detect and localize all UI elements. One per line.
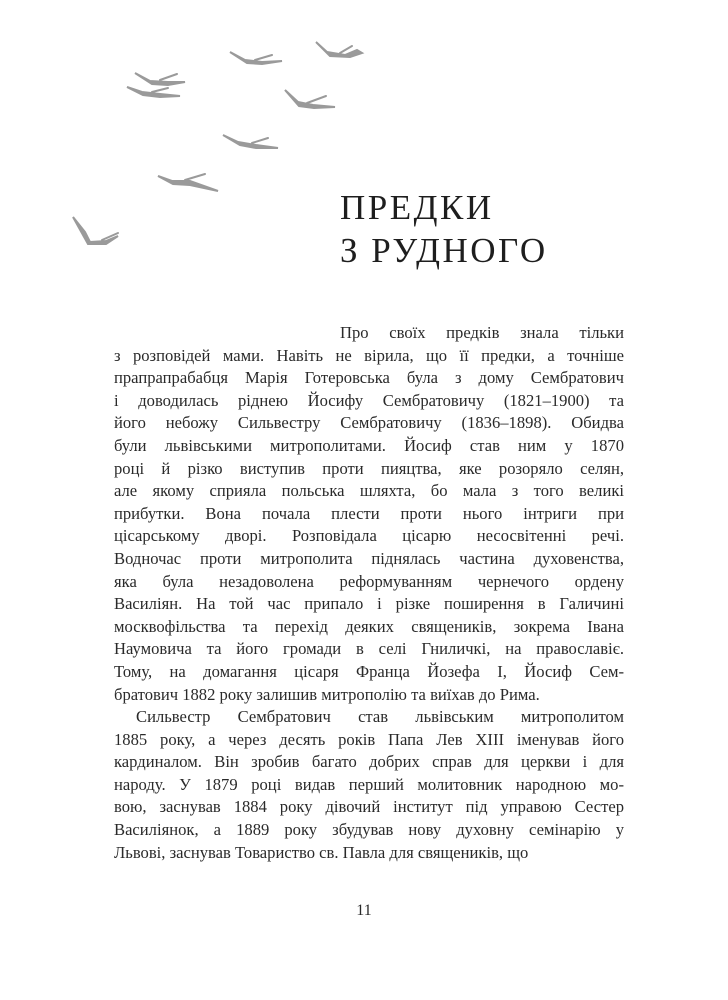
text-line: москвофільства та перехід деяких священиків, зокрема Івана — [114, 616, 624, 636]
text-line: кардиналом. Він зробив багато добрих справ для церкви і для — [114, 752, 624, 772]
text-line: Василіян. На той час припало і різке поширення в Галичині — [114, 594, 624, 614]
page-number: 11 — [356, 902, 372, 919]
text-line: році й різко виступив проти пияцтва, яке розоряло селян, — [114, 458, 624, 478]
bird-icon — [230, 52, 282, 64]
text-line: але якому сприяла польська шляхта, бо мала з того великі — [114, 481, 624, 501]
bird-icon — [73, 217, 118, 244]
text-line: Василіянок, а 1889 року збудував нову духовну семінарію у — [114, 820, 624, 840]
text-line: прибутки. Вона почала плести проти нього інтриги при — [114, 503, 624, 523]
text-line: вою, заснував 1884 року дівочий інститут під управою Сестер — [114, 797, 624, 817]
text-line: яка була незадоволена реформуванням чернечого ордену — [114, 571, 624, 591]
text-line: Водночас проти митрополита піднялась частина духовенства, — [114, 548, 624, 568]
chapter-title-line: ПРЕДКИ — [340, 188, 494, 227]
chapter-title-line: З РУДНОГО — [340, 231, 548, 270]
text-line: його небожу Сильвестру Сембратовичу (1836–1898). Обидва — [114, 413, 624, 433]
text-line: Тому, на домагання цісаря Франца Йозефа І, Йосиф Сем- — [114, 661, 624, 681]
bird-icon — [135, 73, 185, 85]
text-line: Львові, заснував Товариство св. Павла для священиків, що — [114, 842, 529, 862]
text-line: 1885 року, а через десять років Папа Лев XIII іменував його — [114, 729, 624, 749]
text-line: народу. У 1879 році видав перший молитовник народною мо- — [114, 774, 624, 794]
bird-icon — [127, 87, 180, 97]
text-line: з розповідей мами. Навіть не вірила, що її предки, а точніше — [114, 345, 624, 365]
text-line: цісарському дворі. Розповідала цісарю несосвітенні речі. — [114, 526, 624, 546]
text-line: були львівськими митрополитами. Йосиф став ним у 1870 — [114, 435, 624, 455]
text-line: братович 1882 року залишив митрополію та виїхав до Рима. — [114, 684, 540, 704]
bird-icon — [316, 42, 362, 57]
body-text — [114, 322, 624, 864]
bird-icon — [223, 135, 278, 148]
text-line: прапрапрабабця Марія Готеровська була з дому Сембратович — [114, 368, 624, 388]
bird-icon — [158, 174, 218, 191]
text-line: Наумовича та його громади в селі Гниличкі, на православіє. — [114, 639, 624, 659]
chapter-title — [340, 186, 548, 272]
text-line: Про своїх предків знала тільки — [340, 323, 624, 342]
text-line: і доводилась ріднею Йосифу Сембратовичу (1821–1900) та — [114, 390, 624, 410]
text-line: Сильвестр Сембратович став львівським митрополитом — [136, 707, 624, 727]
bird-icon — [285, 90, 335, 108]
